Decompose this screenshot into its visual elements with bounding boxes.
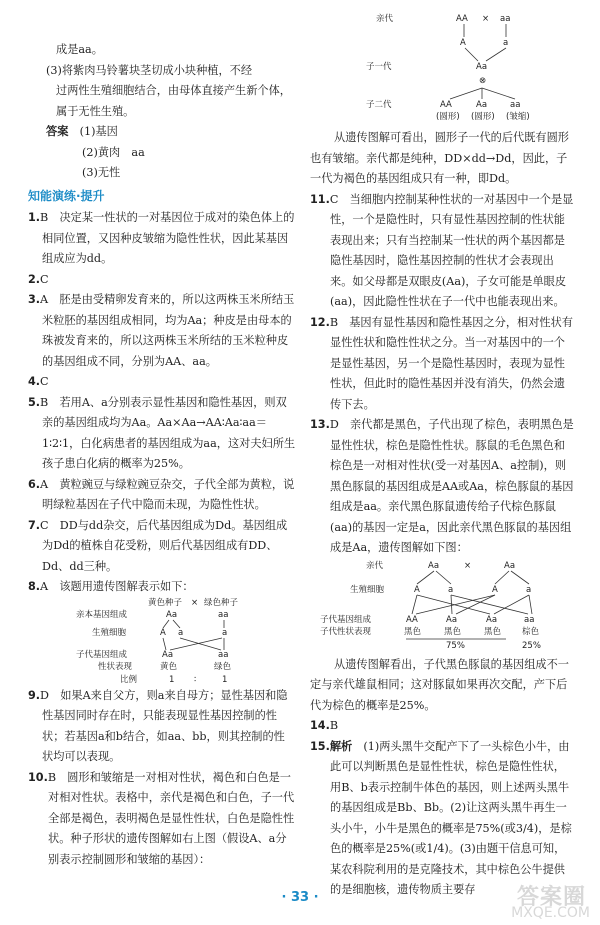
row-label: 亲代 xyxy=(376,14,394,24)
gamete-label: a xyxy=(526,584,532,595)
question-7: 7.C DD与dd杂交，后代基因组成为Dd。基因组成为Dd的植株自花受粉，则后代基因组成有DD、Dd、dd三种。 xyxy=(28,518,288,573)
page-number: · 33 · xyxy=(281,890,319,905)
row-label: 子代性状表现 xyxy=(320,626,372,637)
cross-symbol: × xyxy=(482,14,490,24)
gene-label: Aa xyxy=(166,609,178,620)
gene-label: aa xyxy=(524,614,535,625)
right-column xyxy=(310,14,575,901)
row-label: 亲代 xyxy=(366,560,384,571)
gamete-label: A xyxy=(492,584,498,595)
cross-symbol: × xyxy=(464,560,472,571)
question-1: 1.B 决定某一性状的一对基因位于成对的染色体上的相同位置，又因种皮皱缩为隐性性状，因此某基因组成应为dd。 xyxy=(28,211,295,265)
answer-line: (2)黄肉 aa xyxy=(82,145,145,159)
intro-line: 属于无性生殖。 xyxy=(56,104,135,118)
gene-label: AA xyxy=(440,100,452,110)
intro-line: 成是aa。 xyxy=(56,43,103,56)
gene-label: Aa xyxy=(504,560,516,571)
intro-line: 过两性生殖细胞结合，由母体直接产生新个体， xyxy=(56,84,291,97)
gamete-label: A xyxy=(414,584,420,595)
trait-label: 黑色 xyxy=(404,626,422,637)
watermark-url: MXQE.COM xyxy=(511,905,590,921)
gamete-label: a xyxy=(222,627,228,638)
question-13: 13.D 亲代都是黑色，子代出现了棕色，表明黑色是显性性状，棕色是隐性性状。豚鼠的毛色黑色和棕色是一对相对性状(受一对基因A、a控制)，则黑色豚鼠的基因组成是AA或Aa，棕色豚鼠的基因组成是aa。亲代黑色豚鼠遗传给子代棕色豚鼠(aa)的基因一定是a，因此亲代黑色豚鼠的基因组成是Aa，遗传图解如下图： xyxy=(310,418,574,554)
diagram-lines xyxy=(310,10,575,128)
trait-label: (圆形) xyxy=(471,112,495,122)
question-9: 9.D 如果A来自父方，则a来自母方；显性基因和隐性基因同时存在时，只能表现显性基因控制的性状；若基因a和b结合，如aa、bb，则其控制的性状均可以表现。 xyxy=(28,688,288,763)
gene-label: Aa xyxy=(476,62,488,72)
row-label: 性状表现 xyxy=(98,661,133,672)
percent-label: 25% xyxy=(522,640,541,651)
gene-label: aa xyxy=(500,14,511,24)
ratio-value: 1 xyxy=(222,674,228,685)
gamete-label: a xyxy=(503,38,509,48)
trait-label: 绿色 xyxy=(214,661,232,672)
gene-label: AA xyxy=(406,614,418,625)
ratio-value: 1 xyxy=(169,674,175,685)
watermark-logo: 答案圈 xyxy=(516,885,586,910)
answer-label: 答案 xyxy=(46,125,69,138)
guinea-pig-inheritance-diagram xyxy=(310,559,575,655)
question-12: 12.B 基因有显性基因和隐性基因之分，相对性状有显性性状和隐性性状之分。当一对基因中的一个是显性基因，另一个是隐性基因时，表现为显性性状，但此时的隐性基因并没有消失，仍然会遗传下去。 xyxy=(310,315,573,411)
question-15: 15.解析 (1)两头黑牛交配产下了一头棕色小牛，由此可以判断黑色是显性性状，棕色是隐性性状，用B、b表示控制牛体色的基因，则上述两头黑牛的基因组成是Bb、Bb。(2)让这两头黑牛再生一头小牛，小牛是黑色的概率是75%(或3/4)，是棕色的概率是25%(或1/4)。(3)由题干信息可知，某农科院利用的是克隆技术，其中棕色公牛提供的是细胞核，遗传物质主要存 xyxy=(310,739,572,896)
gene-label: Aa xyxy=(162,649,174,660)
seed-color-inheritance-diagram xyxy=(28,598,296,686)
question-11: 11.C 当细胞内控制某种性状的一对基因中一个是显性，一个是隐性时，只有显性基因控制的性状能表现出来；只有当控制某一性状的两个基因都是隐性基因时，隐性基因控制的性状才会表现出来。如父母都是双眼皮(Aa)，子女可能是单眼皮(aa)，因此隐性性状在子一代中也能表现出来。 xyxy=(310,192,574,308)
trait-label: 黑色 xyxy=(444,626,462,637)
gene-label: Aa xyxy=(428,560,440,571)
trait-label: (圆形) xyxy=(436,112,460,122)
intro-line: (3)将紫肉马铃薯块茎切成小块种植，不经 xyxy=(46,63,253,77)
question-14: 14.B xyxy=(310,719,339,732)
question-5: 5.B 若用A、a分别表示显性基因和隐性基因，则双亲的基因组成均为Aa。Aa×Aa→AA∶Aa∶aa＝1∶2∶1，白化病患者的基因组成为aa，这对夫妇所生孩子患白化病的概率为25%。 xyxy=(28,395,296,470)
gene-label: Aa xyxy=(476,100,488,110)
question-10: 10.B 圆形和皱缩是一对相对性状，褐色和白色是一对相对性状。表格中，亲代是褐色和白色，子一代全部是褐色，表明褐色是显性性状，白色是隐性性状。种子形状的遗传图解如右上图（假设A、a分别表示控制圆形和皱缩的基因）： xyxy=(28,770,295,866)
row-label: 亲本基因组成 xyxy=(76,609,128,620)
gamete-label: A xyxy=(160,627,166,638)
diagram2-explanation: 从遗传图解可看出，圆形子一代的后代既有圆形也有皱缩。亲代都是纯种，DD×dd→Dd，因此，子一代为褐色的基因组成只有一种，即Dd。 xyxy=(310,131,569,185)
section-title: 知能演练·提升 xyxy=(28,188,105,203)
ratio-colon: ∶ xyxy=(194,674,197,685)
trait-label: 棕色 xyxy=(522,626,540,637)
question-2: 2.C xyxy=(28,272,49,286)
seed-shape-inheritance-diagram xyxy=(310,10,575,128)
diagram3-explanation: 从遗传图解看出，子代黑色豚鼠的基因组成不一定与亲代雄鼠相同；这对豚鼠如果再次交配，产下后代为棕色的概率是25%。 xyxy=(310,657,569,712)
cross-symbol: × xyxy=(191,597,199,608)
question-6: 6.A 黄粒豌豆与绿粒豌豆杂交，子代全部为黄粒，说明绿粒基因在子代中隐而未现，为隐性性状。 xyxy=(28,477,295,511)
gene-label: Aa xyxy=(446,614,458,625)
gamete-label: a xyxy=(178,627,184,638)
gene-label: aa xyxy=(510,100,521,110)
row-label: 比例 xyxy=(120,674,138,685)
gene-label: aa xyxy=(218,609,229,620)
row-label: 子代基因组成 xyxy=(320,614,372,625)
trait-label: 黑色 xyxy=(484,626,502,637)
gamete-label: a xyxy=(448,584,454,595)
question-4: 4.C xyxy=(28,375,49,388)
diagram-lines xyxy=(310,559,575,655)
gene-label: aa xyxy=(218,649,229,660)
left-column xyxy=(28,40,296,870)
trait-label: (皱缩) xyxy=(506,112,530,122)
row-label: 生殖细胞 xyxy=(350,584,385,595)
diagram-lines xyxy=(28,598,296,686)
gene-label: Aa xyxy=(486,614,498,625)
row-label: 子代基因组成 xyxy=(76,649,128,660)
trait-label: 黄色 xyxy=(160,661,178,672)
parent-label: 绿色种子 xyxy=(204,597,239,608)
self-cross-symbol: ⊗ xyxy=(479,76,487,86)
answer-line: (3)无性 xyxy=(82,166,121,179)
percent-label: 75% xyxy=(446,640,465,651)
question-3: 3.A 胚是由受精卵发育来的，所以这两株玉米所结玉米粒胚的基因组成相同，均为Aa；种皮是由母本的珠被发育来的，所以这两株玉米所结的玉米粒种皮的基因组成不同，分别为AA、aa。 xyxy=(28,293,295,368)
answer-line: (1)基因 xyxy=(79,125,118,138)
gamete-label: A xyxy=(460,38,466,48)
gene-label: AA xyxy=(456,14,468,24)
parent-label: 黄色种子 xyxy=(148,597,183,608)
question-8: 8.A 该题用遗传图解表示如下： xyxy=(28,580,194,593)
row-label: 子一代 xyxy=(366,62,392,72)
row-label: 子二代 xyxy=(366,100,392,110)
row-label: 生殖细胞 xyxy=(92,627,127,638)
